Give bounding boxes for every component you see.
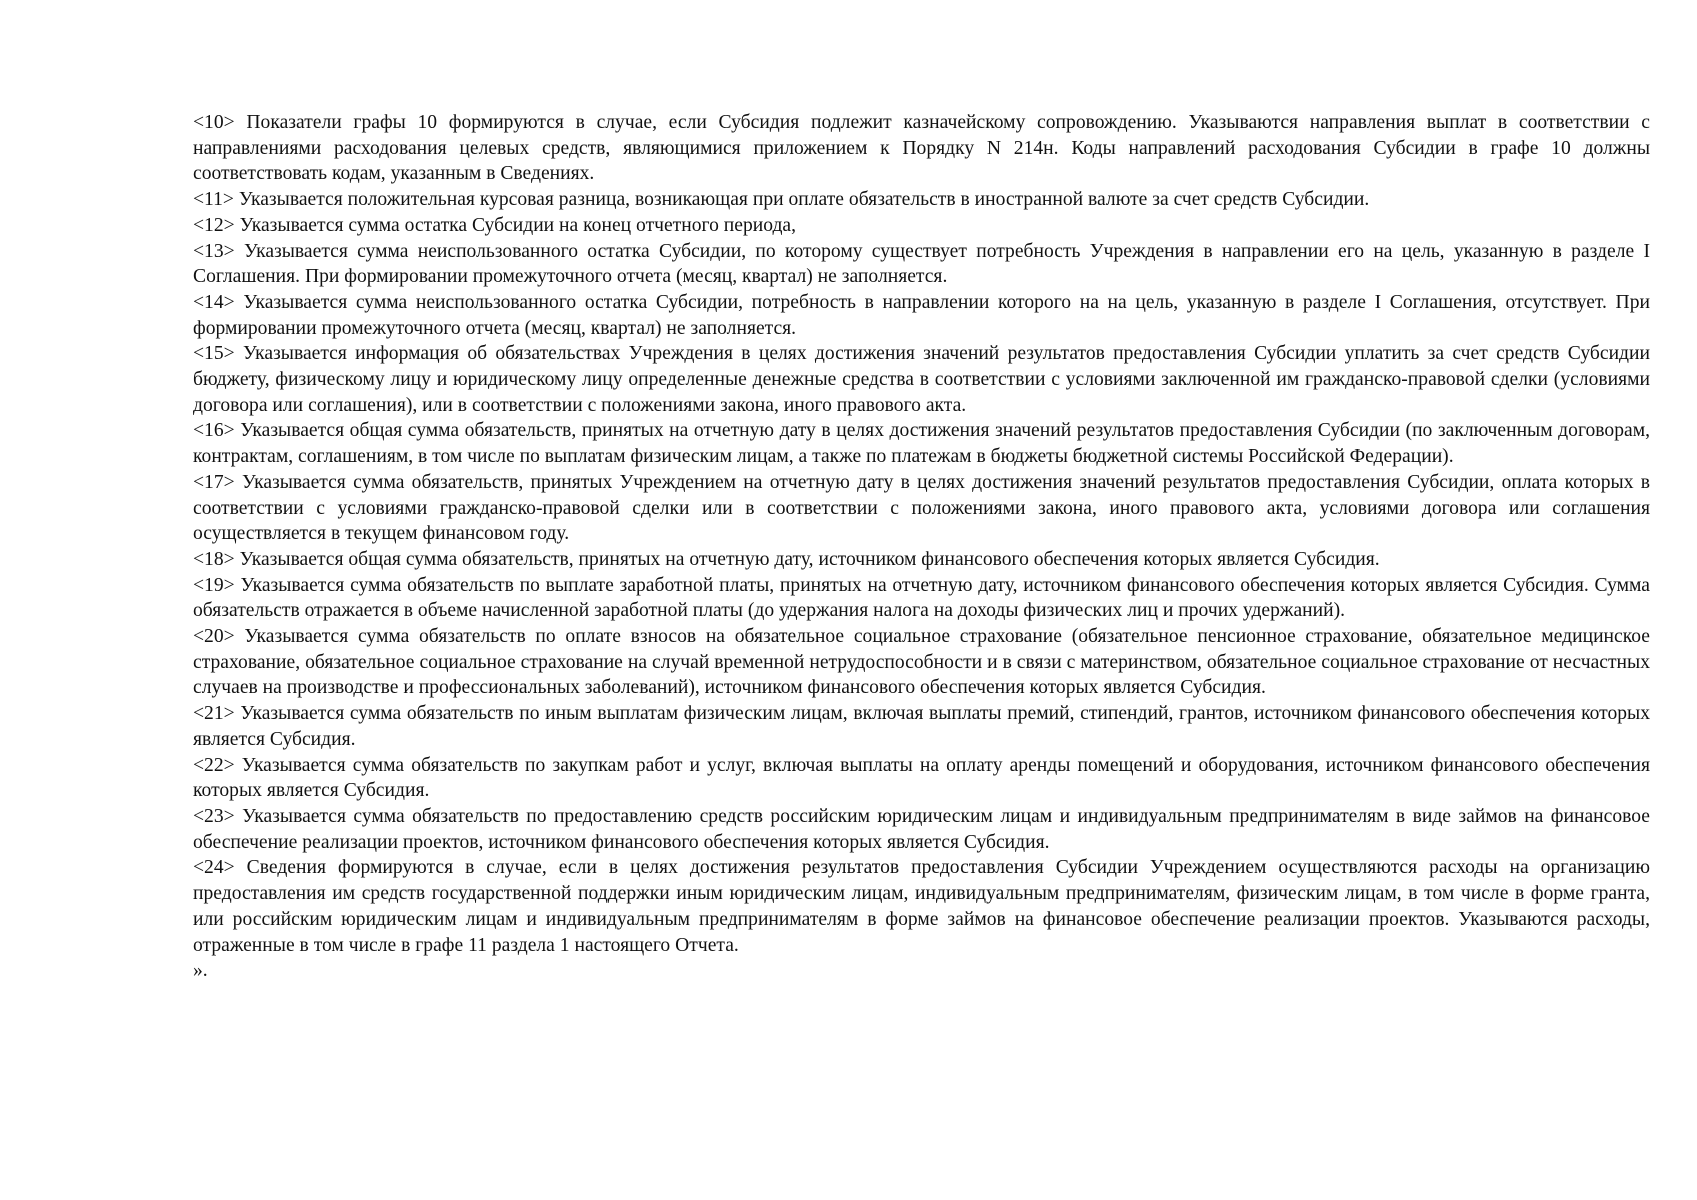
footnote-21: <21> Указывается сумма обязательств по иным выплатам физическим лицам, включая выплаты премий, стипендий, грантов, источником финансового обеспечения которых является Субсидия. [193, 703, 1650, 750]
footnote-18: <18> Указывается общая сумма обязательств, принятых на отчетную дату, источником финансового обеспечения которых является Субсидия. [193, 548, 1380, 570]
footnotes-block [193, 110, 1650, 984]
footnote-14: <14> Указывается сумма неиспользованного остатка Субсидии, потребность в направлении которого на на цель, указанную в разделе I Соглашения, отсутствует. При формировании промежуточного отчета (месяц, квартал) не заполняется. [193, 291, 1650, 339]
footnote-19: <19> Указывается сумма обязательств по выплате заработной платы, принятых на отчетную дату, источником финансового обеспечения которых является Субсидия. Сумма обязательств отражается в объеме начисленной заработной платы (до удержания налога на доходы физических лиц и прочих удержаний). [193, 574, 1650, 622]
footnote-10: <10> Показатели графы 10 формируются в случае, если Субсидия подлежит казначейскому сопровождению. Указываются направления выплат в соответствии с направлениями расходования целевых средств, являющимися приложением к Порядку N 214н. Коды направлений расходования Субсидии в графе 10 должны соответствовать кодам, указанным в Сведениях. [193, 112, 1650, 185]
footnote-13: <13> Указывается сумма неиспользованного остатка Субсидии, по которому существует потребность Учреждения в направлении его на цель, указанную в разделе I Соглашения. При формировании промежуточного отчета (месяц, квартал) не заполняется. [193, 240, 1650, 288]
footnote-16: <16> Указывается общая сумма обязательств, принятых на отчетную дату в целях достижения значений результатов предоставления Субсидии (по заключенным договорам, контрактам, соглашениям, в том числе по выплатам физическим лицам, а также по платежам в бюджеты бюджетной системы Российской Федерации). [193, 420, 1650, 468]
closing-quote: ». [193, 960, 208, 982]
footnote-23: <23> Указывается сумма обязательств по предоставлению средств российским юридическим лицам и индивидуальным предпринимателям в виде займов на финансовое обеспечение реализации проектов, источником финансового обеспечения которых является Субсидия. [193, 805, 1650, 853]
footnote-15: <15> Указывается информация об обязательствах Учреждения в целях достижения значений результатов предоставления Субсидии уплатить за счет средств Субсидии бюджету, физическому лицу и юридическому лицу определенные денежные средства в соответствии с условиями заключенной им гражданско-правовой сделки (условиями договора или соглашения), или в соответствии с положениями закона, иного правового акта. [193, 343, 1650, 416]
footnote-22: <22> Указывается сумма обязательств по закупкам работ и услуг, включая выплаты на оплату аренды помещений и оборудования, источником финансового обеспечения которых является Субсидия. [193, 754, 1650, 802]
footnote-12: <12> Указывается сумма остатка Субсидии на конец отчетного периода, [193, 214, 797, 236]
footnote-11: <11> Указывается положительная курсовая разница, возникающая при оплате обязательств в иностранной валюте за счет средств Субсидии. [193, 189, 1370, 211]
footnote-17: <17> Указывается сумма обязательств, принятых Учреждением на отчетную дату в целях достижения значений результатов предоставления Субсидии, оплата которых в соответствии с условиями гражданско-правовой сделки или в соответствии с положениями закона, иного правового акта, условиями договора или соглашения осуществляется в текущем финансовом году. [193, 471, 1650, 545]
footnote-20: <20> Указывается сумма обязательств по оплате взносов на обязательное социальное страхование (обязательное пенсионное страхование, обязательное медицинское страхование, обязательное социальное страхование на случай временной нетрудоспособности и в связи с материнством, обязательное социальное страхование от несчастных случаев на производстве и профессиональных заболеваний), источником финансового обеспечения которых является Субсидия. [193, 626, 1650, 699]
footnote-24: <24> Сведения формируются в случае, если в целях достижения результатов предоставления Субсидии Учреждением осуществляются расходы на организацию предоставления им средств государственной поддержки иным юридическим лицам, индивидуальным предпринимателям, физическим лицам, в том числе в форме гранта, или российским юридическим лицам и индивидуальным предпринимателям в форме займов на финансовое обеспечение реализации проектов. Указываются расходы, отраженные в том числе в графе 11 раздела 1 настоящего Отчета. [193, 857, 1650, 956]
